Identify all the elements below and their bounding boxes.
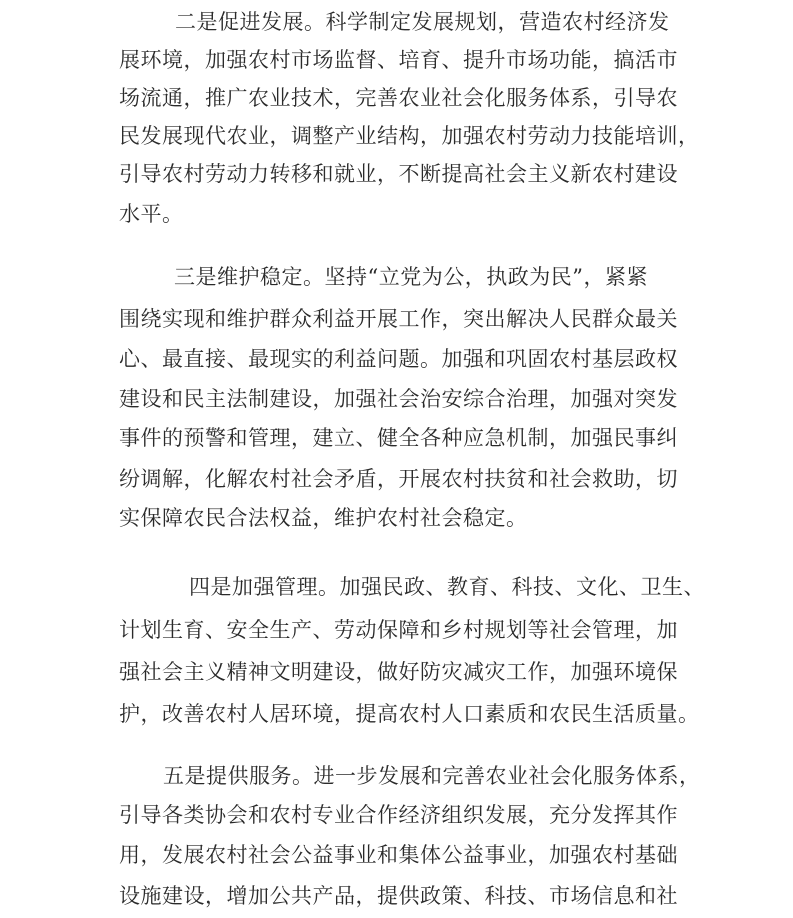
text-line: 护，改善农村人居环境，提高农村人口素质和农民生活质量。 — [119, 702, 700, 726]
text-line: 引导农村劳动力转移和就业，不断提高社会主义新农村建设 — [119, 162, 678, 186]
text-line: 民发展现代农业，调整产业结构，加强农村劳动力技能培训， — [119, 124, 700, 148]
text-line: 强社会主义精神文明建设，做好防灾减灾工作，加强环境保 — [119, 660, 678, 684]
text-line: 建设和民主法制建设，加强社会治安综合治理，加强对突发 — [119, 387, 678, 411]
text-line: 引导各类协会和农村专业合作经济组织发展，充分发挥其作 — [119, 803, 678, 827]
text-line: 四是加强管理。加强民政、教育、科技、文化、卫生、 — [189, 575, 705, 599]
text-line: 事件的预警和管理，建立、健全各种应急机制，加强民事纠 — [119, 426, 678, 450]
text-line: 围绕实现和维护群众利益开展工作，突出解决人民群众最关 — [119, 307, 678, 331]
text-line: 实保障农民合法权益，维护农村社会稳定。 — [119, 506, 528, 530]
text-line: 用，发展农村社会公益事业和集体公益事业，加强农村基础 — [119, 843, 678, 867]
text-line: 展环境，加强农村市场监督、培育、提升市场功能，搞活市 — [119, 48, 678, 72]
text-line: 设施建设，增加公共产品，提供政策、科技、市场信息和社 — [119, 884, 678, 908]
text-line: 纷调解，化解农村社会矛盾，开展农村扶贫和社会救助，切 — [119, 467, 678, 491]
text-line: 二是促进发展。科学制定发展规划，营造农村经济发 — [175, 10, 670, 34]
text-line: 心、最直接、最现实的利益问题。加强和巩固农村基层政权 — [119, 347, 678, 371]
text-line: 计划生育、安全生产、劳动保障和乡村规划等社会管理，加 — [119, 618, 678, 642]
text-line: 场流通，推广农业技术，完善农业社会化服务体系，引导农 — [119, 86, 678, 110]
text-line: 三是维护稳定。坚持“立党为公，执政为民”，紧紧 — [174, 265, 648, 289]
text-line: 水平。 — [119, 202, 184, 226]
text-line: 五是提供服务。进一步发展和完善农业社会化服务体系， — [163, 764, 701, 788]
